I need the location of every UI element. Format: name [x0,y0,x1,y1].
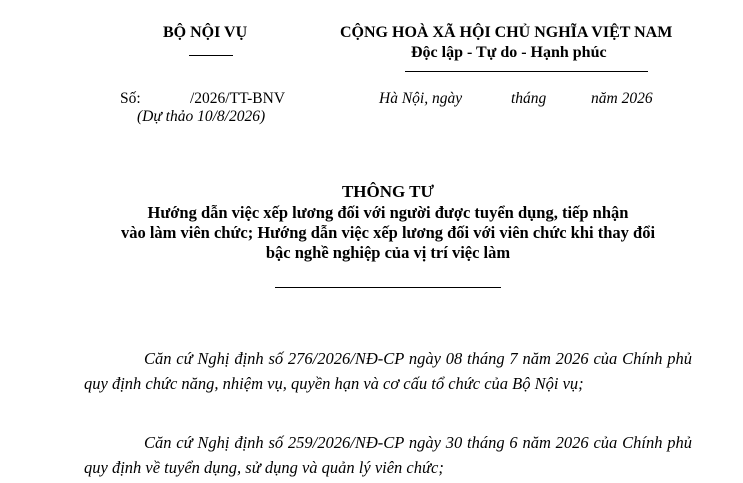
issuing-agency: BỘ NỘI VỤ [163,24,248,41]
motto-underline [405,71,648,72]
title-line: vào làm viên chức; Hướng dẫn việc xếp lương đối với viên chức khi thay đổi [120,223,656,242]
draft-note: (Dự thảo 10/8/2026) [137,108,266,125]
date-year: năm 2026 [591,90,653,107]
national-motto: Độc lập - Tự do - Hạnh phúc [411,44,607,61]
paragraph-text: Căn cứ Nghị định số 276/2026/NĐ-CP ngày 08 tháng 7 năm 2026 của Chính phủ quy định chức năng, nhiệm vụ, quyền hạn và cơ cấu tổ chức của Bộ Nội vụ; [84,349,692,393]
title-line: bậc nghề nghiệp của vị trí việc làm [265,243,511,262]
title-line: Hướng dẫn việc xếp lương đối với người được tuyển dụng, tiếp nhận [147,203,629,222]
legal-basis-paragraph [84,431,692,480]
legal-basis-paragraph [84,347,692,396]
place-date: Hà Nội, ngày [379,90,463,107]
title-underline [275,287,501,288]
agency-underline [189,55,233,56]
paragraph-text: Căn cứ Nghị định số 259/2026/NĐ-CP ngày 30 tháng 6 năm 2026 của Chính phủ quy định về tuyển dụng, sử dụng và quản lý viên chức; [84,433,692,477]
document-type: THÔNG TƯ [341,182,435,201]
date-month: tháng [511,90,547,107]
doc-number-label: Số: [120,90,141,107]
country-name: CỘNG HOÀ XÃ HỘI CHỦ NGHĨA VIỆT NAM [340,24,673,41]
document-title [0,203,743,263]
doc-number-value: /2026/TT-BNV [190,90,286,107]
